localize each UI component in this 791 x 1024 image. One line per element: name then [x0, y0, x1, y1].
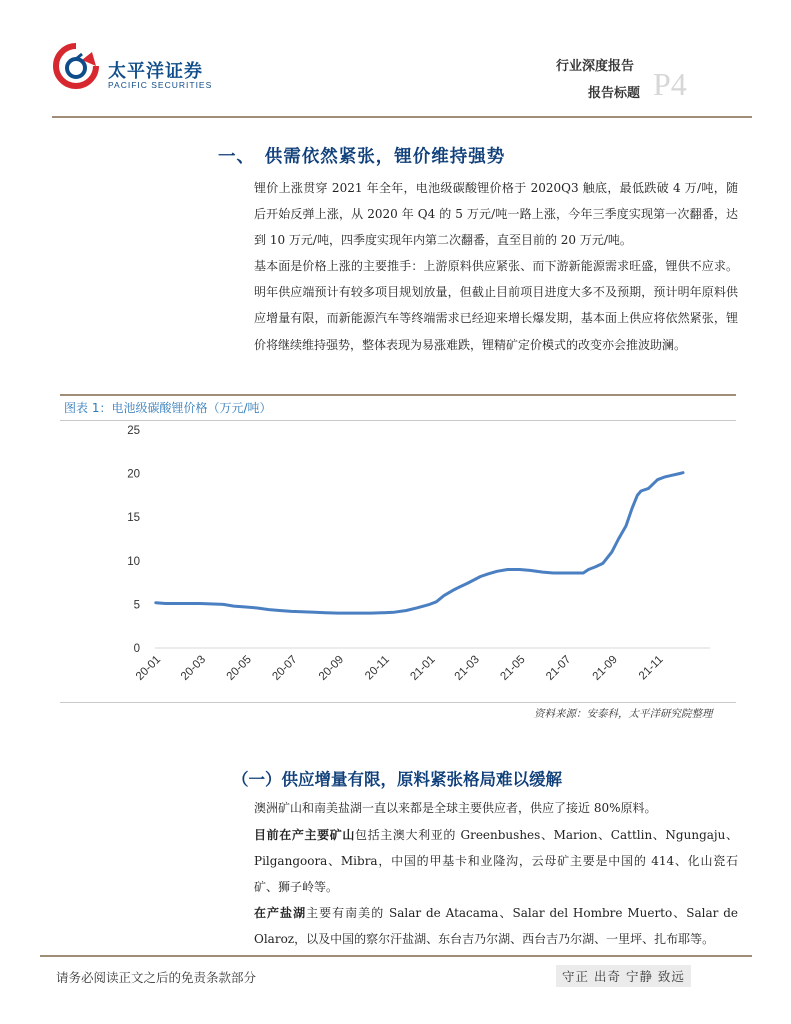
paragraph-text: 澳洲矿山和南美盐湖一直以来都是全球主要供应者，供应了接近 80%原料。 — [254, 801, 657, 815]
paragraph — [230, 795, 738, 821]
x-tick-label: 21-05 — [498, 653, 528, 683]
x-tick-label: 21-07 — [544, 653, 574, 683]
section-heading: 一、 供需依然紧张，锂价维持强势 — [218, 147, 506, 167]
report-title: 报告标题 — [588, 86, 641, 101]
y-tick-label: 20 — [127, 468, 140, 481]
x-tick-label: 21-03 — [452, 653, 482, 683]
paragraph-text: 锂价上涨贯穿 2021 年全年，电池级碳酸锂价格于 2020Q3 触底，最低跌破 4 万/吨，随后开始反弹上涨，从 2020 年 Q4 的 5 万元/吨一路上涨，今年三季度实现第一次翻番，达到 10 万元/吨，四季度实现年内第二次翻番，直至目前的 20 万元/吨。 — [254, 181, 738, 248]
paragraph — [230, 175, 738, 254]
y-tick-label: 5 — [133, 599, 140, 612]
paragraph-bold-lead: 目前在产主要矿山 — [254, 828, 356, 842]
company-logo-icon — [52, 42, 100, 90]
paragraph — [230, 900, 738, 952]
x-tick-label: 20-03 — [178, 653, 209, 683]
figure-source: 资料来源：安泰科，太平洋研究院整理 — [534, 708, 713, 720]
paragraph-text: 包括主澳大利亚的 Greenbushes、Marion、Cattlin、Ngungaju、Pilgangoora、Mibra，中国的甲基卡和业隆沟，云母矿主要是中国的 414、化山瓷石矿、狮子岭等。 — [254, 828, 738, 895]
x-tick-label: 21-01 — [408, 653, 438, 683]
company-motto: 守正 出奇 宁静 致远 — [556, 965, 691, 987]
y-tick-label: 10 — [127, 555, 140, 568]
x-tick-label: 20-07 — [270, 653, 300, 683]
disclaimer-note: 请务必阅读正文之后的免责条款部分 — [56, 970, 257, 985]
figure-title: 图表 1：电池级碳酸锂价格（万元/吨） — [64, 401, 272, 415]
report-type: 行业深度报告 — [556, 59, 635, 74]
x-tick-label: 20-05 — [224, 653, 254, 683]
footer-divider — [40, 955, 752, 957]
x-tick-label: 21-11 — [636, 653, 666, 683]
paragraph-text: 基本面是价格上涨的主要推手：上游原料供应紧张、而下游新能源需求旺盛，锂供不应求。明年供应端预计有较多项目规划放量，但截止目前项目进度大多不及预期，预计明年原料供应增量有限，而新能源汽车等终端需求已经迎来增长爆发期，基本面上供应将依然紧张，锂价将继续维持强势，整体表现为易涨难跌，锂精矿定价模式的改变亦会推波助澜。 — [254, 259, 738, 352]
x-tick-label: 20-11 — [363, 653, 392, 683]
brand-name: 太平洋证券 — [108, 61, 203, 82]
paragraph — [230, 822, 738, 901]
x-tick-label: 20-09 — [316, 653, 347, 683]
paragraph-text: 主要有南美的 Salar de Atacama、Salar del Hombre Muerto、Salar de Olaroz，以及中国的察尔汗盐湖、东台吉乃尔湖、西台吉乃尔湖、一里坪、扎布耶等。 — [254, 906, 738, 947]
page-number: P4 — [653, 66, 687, 102]
paragraph — [230, 253, 738, 358]
lithium-price-chart — [60, 420, 740, 700]
price-series-line — [156, 473, 683, 613]
subsection-heading: （一）供应增量有限，原料紧张格局难以缓解 — [232, 770, 562, 789]
y-tick-label: 15 — [127, 512, 140, 525]
brand-name-en: PACIFIC SECURITIES — [108, 80, 213, 90]
y-tick-label: 25 — [127, 425, 140, 437]
header-divider — [52, 116, 752, 118]
x-tick-label: 20-01 — [133, 653, 164, 683]
x-tick-label: 21-09 — [590, 653, 620, 683]
y-tick-label: 0 — [133, 643, 140, 655]
source-divider — [60, 702, 736, 703]
paragraph-bold-lead: 在产盐湖 — [254, 906, 307, 920]
